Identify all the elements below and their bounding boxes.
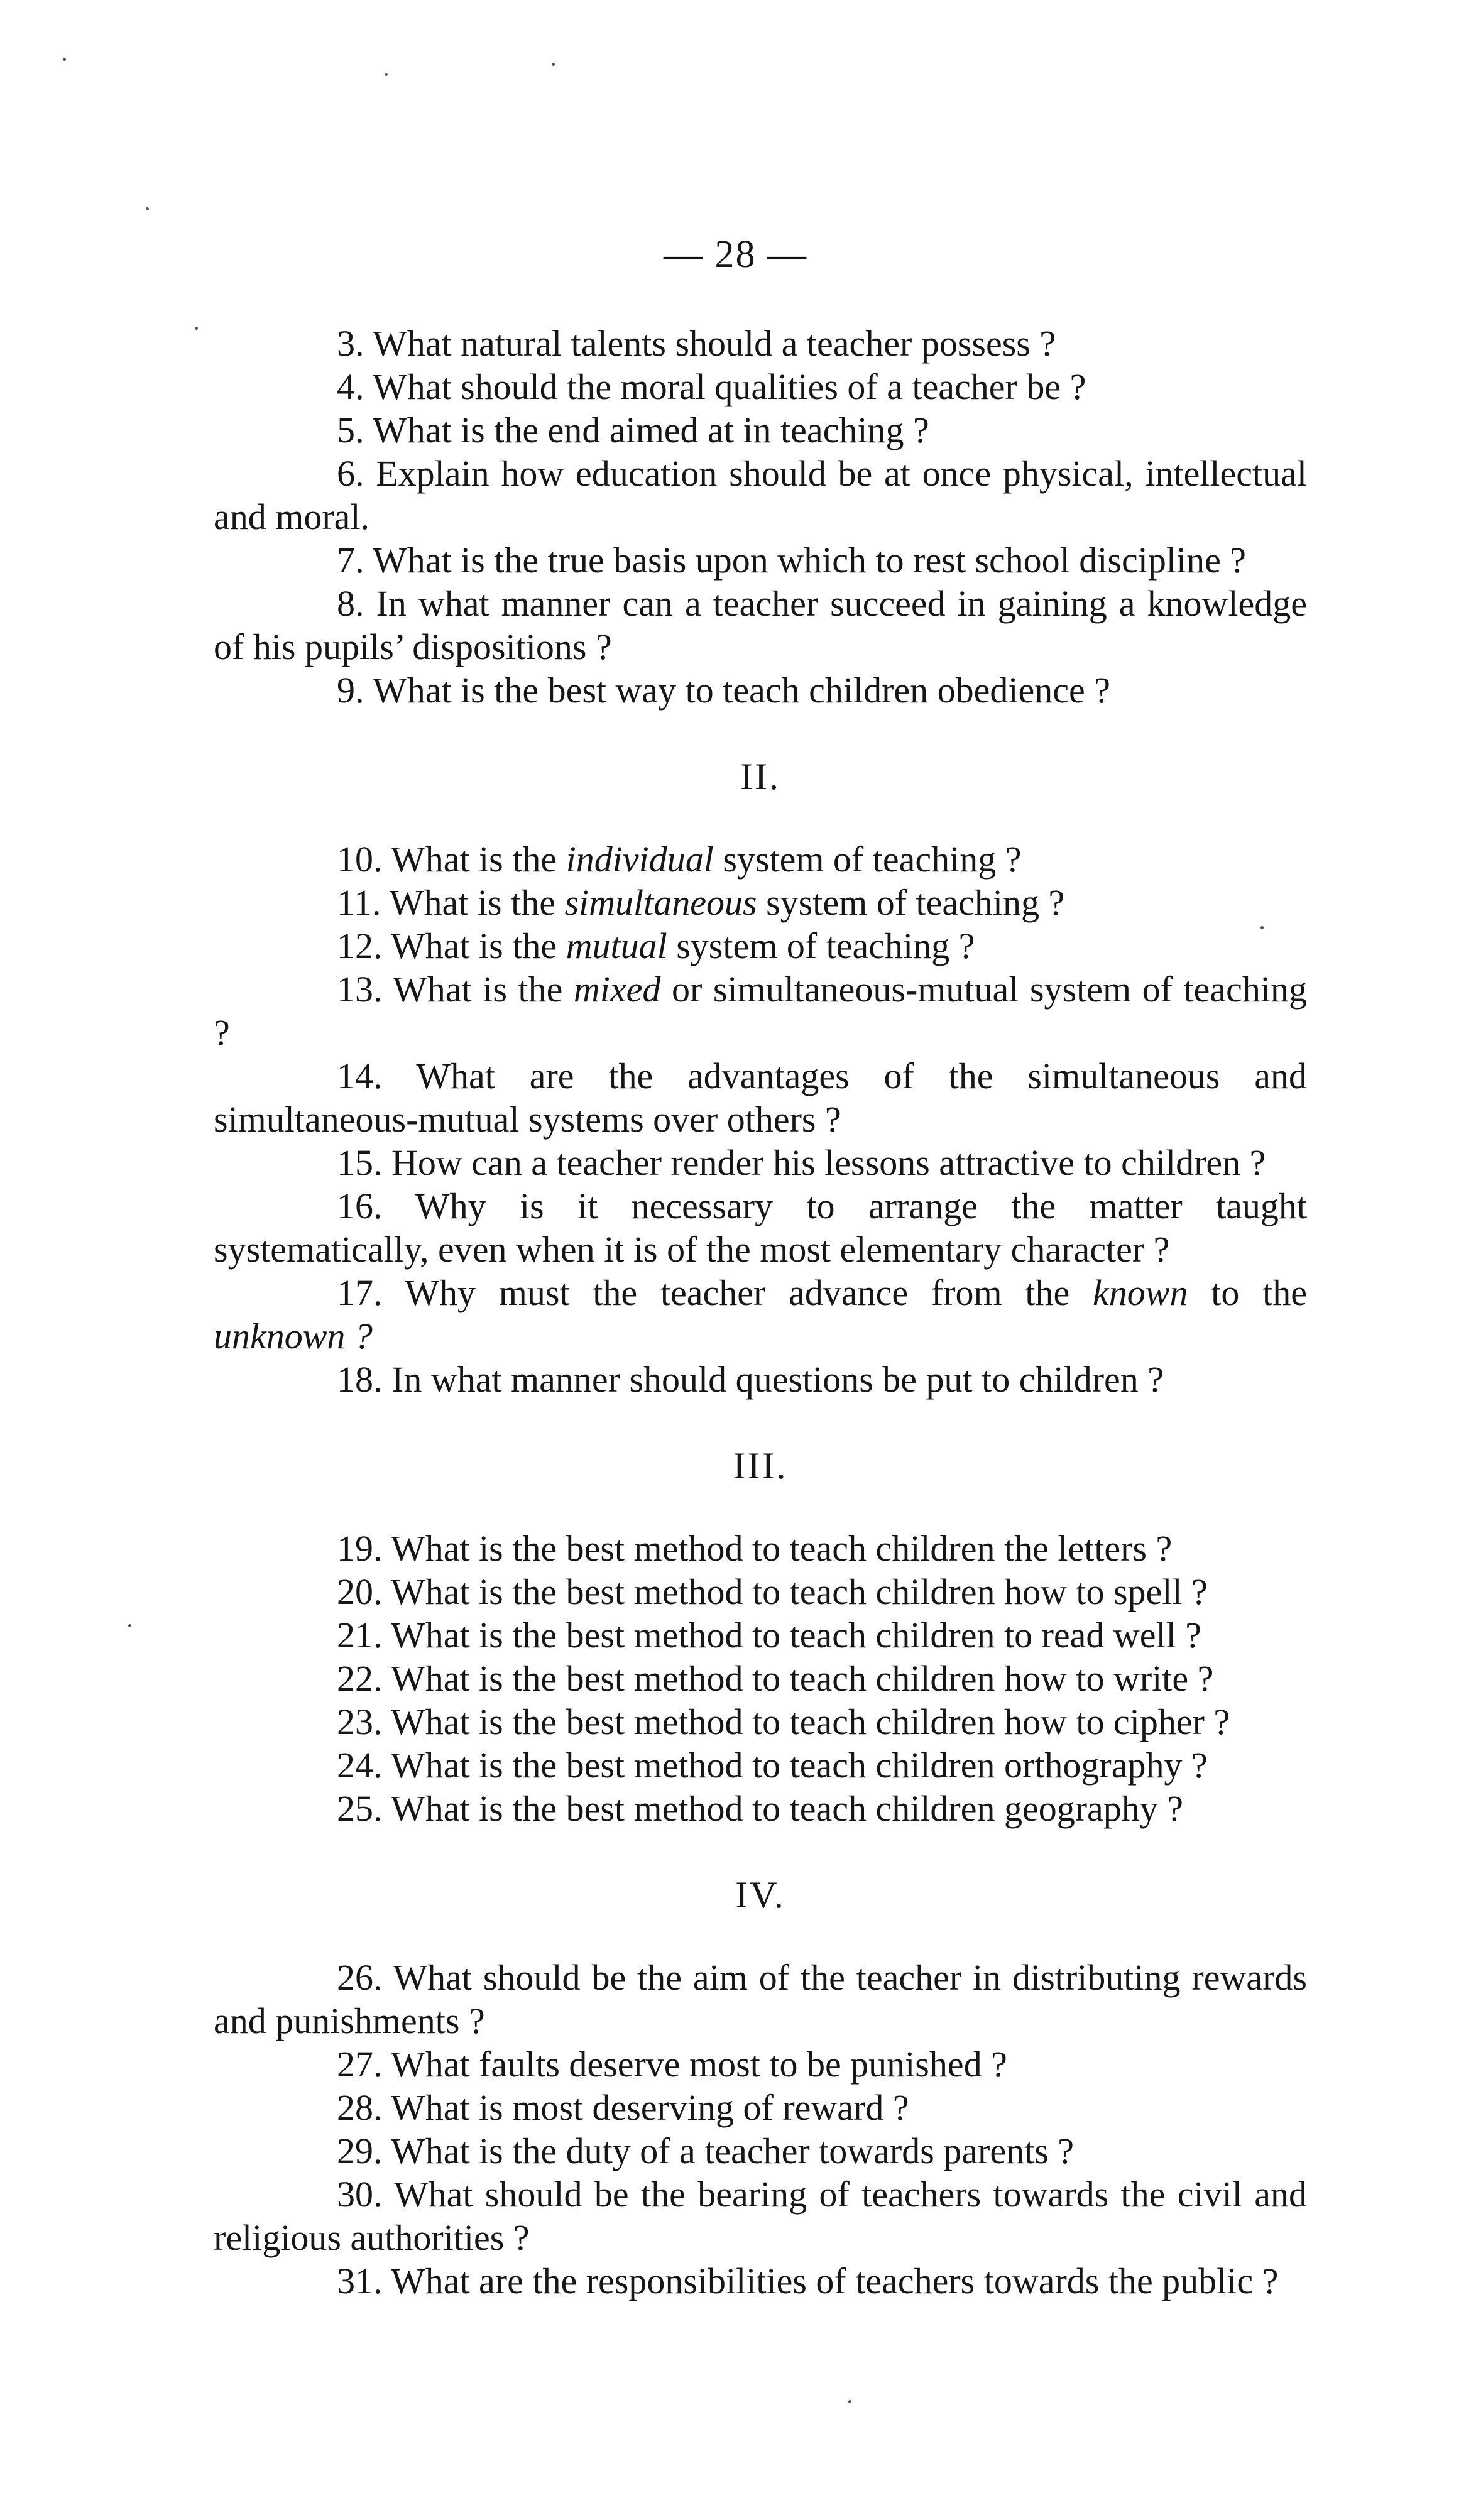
question-text: system of teaching ? [713,839,1022,880]
question-number: 6. [337,453,364,494]
question-number: 27. [337,2044,383,2085]
question-text: What is the [382,925,566,966]
question-emphasis: known [1093,1272,1188,1313]
question-number: 23. [337,1701,383,1742]
question-number: 12. [337,925,383,966]
question-number: 16. [337,1186,383,1226]
scan-speck [1260,926,1264,929]
question-number: 26. [337,1957,383,1998]
scan-speck [848,2400,851,2403]
question-item [214,1184,1307,1271]
question-item [214,365,1307,408]
question-number: 13. [337,969,383,1010]
question-item [214,2259,1307,2303]
question-text: What is the duty of a teacher towards parents ? [382,2130,1075,2171]
question-text: Why must the teacher advance from the [382,1272,1093,1313]
question-number: 25. [337,1788,383,1829]
question-text: In what manner should questions be put to children ? [382,1359,1164,1400]
question-list [214,322,1307,2303]
question-text: What are the advantages of the simultaneous and simultaneous-mutual systems over others ? [214,1055,1307,1140]
question-text: What is the [382,839,566,880]
question-item [214,408,1307,452]
question-number: 8. [337,583,364,624]
question-text: What is the best way to teach children obedience ? [364,670,1110,711]
question-emphasis: simultaneous [564,882,757,923]
question-emphasis: mutual [566,925,667,966]
question-text: What is most deserving of reward ? [382,2087,909,2128]
question-number: 22. [337,1658,383,1699]
question-item [214,2173,1307,2259]
question-text: What is the [382,969,574,1010]
question-number: 24. [337,1745,383,1786]
question-text: What faults deserve most to be punished ? [382,2044,1007,2085]
question-text: What is the end aimed at in teaching ? [364,410,929,450]
question-text: What is the best method to teach children the letters ? [382,1528,1173,1569]
question-item [214,968,1307,1054]
question-text: Why is it necessary to arrange the matter taught systematically, even when it is of the most elementary character ? [214,1186,1307,1270]
question-number: 3. [337,323,364,364]
question-text: What should be the aim of the teacher in distributing rewards and punishments ? [214,1957,1307,2041]
question-number: 17. [337,1272,383,1313]
question-text: What is the best method to teach children how to spell ? [382,1571,1208,1612]
question-item [214,2129,1307,2173]
question-text: What is the best method to teach children to read well ? [382,1615,1201,1655]
scan-speck [552,63,555,66]
question-item [214,582,1307,668]
question-text: system of teaching ? [757,882,1065,923]
question-number: 15. [337,1142,383,1183]
question-item [214,452,1307,538]
question-text: Explain how education should be at once physical, intellectual and moral. [214,453,1307,537]
question-text: system of teaching ? [667,925,975,966]
question-item [214,837,1307,881]
question-item [214,1613,1307,1657]
question-number: 5. [337,410,364,450]
question-item [214,881,1307,924]
question-text: What is the best method to teach children geography ? [382,1788,1184,1829]
question-text: What should the moral qualities of a teacher be ? [364,366,1086,407]
question-item [214,1787,1307,1830]
page-number: — 28 — [664,233,807,276]
question-number: 19. [337,1528,383,1569]
question-emphasis: unknown ? [214,1316,373,1356]
scan-speck [128,1624,131,1627]
scan-speck [385,73,388,76]
question-item [214,1700,1307,1743]
question-emphasis: individual [566,839,714,880]
section-heading: III. [733,1445,788,1486]
question-number: 18. [337,1359,383,1400]
question-text: to the [1188,1272,1307,1313]
question-text: What should be the bearing of teachers towards the civil and religious authorities ? [214,2174,1307,2258]
question-text: What are the responsibilities of teachers towards the public ? [382,2261,1279,2301]
question-item [214,1743,1307,1787]
question-item [214,1141,1307,1184]
question-text: How can a teacher render his lessons attractive to children ? [382,1142,1266,1183]
question-text: What natural talents should a teacher possess ? [364,323,1056,364]
question-emphasis: mixed [573,969,661,1010]
question-item [214,538,1307,582]
scan-speck [195,327,198,330]
question-number: 7. [337,540,364,581]
question-text: What is the best method to teach children orthography ? [382,1745,1208,1786]
question-item [214,1527,1307,1570]
question-number: 4. [337,366,364,407]
question-text: What is the best method to teach children how to cipher ? [382,1701,1230,1742]
question-number: 21. [337,1615,383,1655]
scan-speck [146,207,149,210]
question-number: 29. [337,2130,383,2171]
question-text: What is the [381,882,565,923]
question-number: 11. [337,882,381,923]
question-item [214,1657,1307,1700]
question-number: 10. [337,839,383,880]
question-number: 14. [337,1055,383,1096]
question-item [214,924,1307,968]
question-item [214,668,1307,712]
question-item [214,1054,1307,1141]
question-item [214,322,1307,365]
question-text: What is the best method to teach children how to write ? [382,1658,1214,1699]
question-number: 31. [337,2261,383,2301]
question-number: 9. [337,670,364,711]
question-item [214,2043,1307,2086]
question-text: What is the true basis upon which to rest school discipline ? [364,540,1247,581]
question-text: In what manner can a teacher succeed in gaining a knowledge of his pupils’ dispositions ? [214,583,1307,667]
question-number: 30. [337,2174,383,2215]
question-text: or simultaneous-mutual system of teaching ? [214,969,1307,1053]
question-item [214,1956,1307,2043]
question-number: 20. [337,1571,383,1612]
section-heading: II. [740,756,780,797]
question-item [214,1271,1307,1358]
question-item [214,1358,1307,1401]
question-item [214,2086,1307,2129]
question-number: 28. [337,2087,383,2128]
section-heading: IV. [735,1874,785,1916]
scan-speck [63,58,66,61]
question-item [214,1570,1307,1613]
